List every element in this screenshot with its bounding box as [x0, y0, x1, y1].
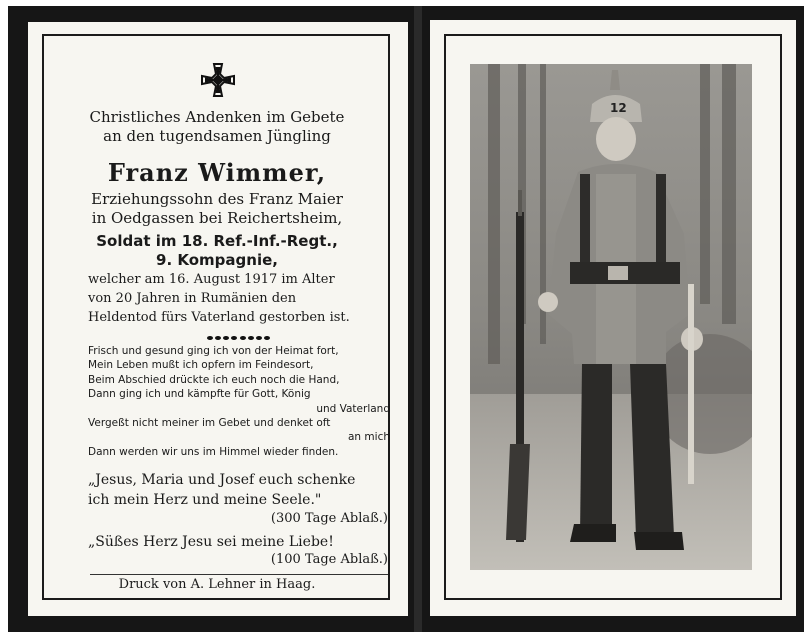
foster-line-1: Erziehungssohn des Franz Maier: [91, 190, 343, 208]
soldier-line-1: Soldat im 18. Ref.-Inf.-Regt.,: [96, 232, 338, 250]
poem-line: Vergeßt nicht meiner im Gebet und denket oft: [88, 417, 331, 430]
intro-text: [44, 108, 390, 146]
prayer-1-line-2: ich mein Herz und meine Seele.": [88, 492, 322, 508]
death-line-3: Heldentod fürs Vaterland gestorben ist.: [88, 310, 350, 325]
photo-panel: [430, 20, 796, 616]
text-panel: [28, 22, 408, 616]
intro-line-1: Christliches Andenken im Gebete: [89, 108, 345, 126]
helmet-number: 12: [610, 101, 627, 115]
soldier-photo: [470, 64, 752, 570]
printer-credit: Druck von A. Lehner in Haag.: [118, 577, 316, 592]
indulgence-1: (300 Tage Ablaß.): [270, 511, 388, 526]
dotted-rule-icon: [206, 335, 272, 341]
deceased-name: Franz Wimmer,: [107, 158, 327, 187]
poem: [88, 344, 390, 459]
intro-line-2: an den tugendsamen Jüngling: [103, 127, 331, 145]
poem-line: Beim Abschied drückte ich euch noch die Hand,: [88, 373, 340, 386]
death-line-1: welcher am 16. August 1917 im Alter: [88, 272, 335, 287]
foster-text: [44, 190, 390, 228]
death-notice: [88, 270, 388, 327]
poem-line: Dann werden wir uns im Himmel wieder finden.: [88, 445, 339, 458]
poem-line: Dann ging ich und kämpfte für Gott, König: [88, 388, 311, 401]
poem-line: und Vaterland: [316, 402, 390, 415]
iron-cross-icon: [198, 60, 238, 100]
prayer-1: [88, 470, 388, 510]
indulgence-2: (100 Tage Ablaß.): [270, 552, 388, 567]
memorial-card: [8, 6, 804, 632]
soldier-line-2: 9. Kompagnie,: [156, 251, 278, 269]
prayer-2: „Süßes Herz Jesu sei meine Liebe!: [88, 534, 334, 550]
foster-line-2: in Oedgassen bei Reichertsheim,: [91, 209, 343, 227]
soldier-unit: [44, 232, 390, 270]
divider-line: [90, 574, 388, 575]
poem-line: Mein Leben mußt ich opfern im Feindesort,: [88, 359, 314, 372]
death-line-2: von 20 Jahren in Rumänien den: [88, 291, 297, 306]
prayer-1-line-1: „Jesus, Maria und Josef euch schenke: [88, 472, 356, 488]
poem-line: an mich: [348, 431, 390, 444]
poem-line: Frisch und gesund ging ich von der Heimat fort,: [88, 345, 339, 357]
card-fold: [414, 6, 422, 632]
